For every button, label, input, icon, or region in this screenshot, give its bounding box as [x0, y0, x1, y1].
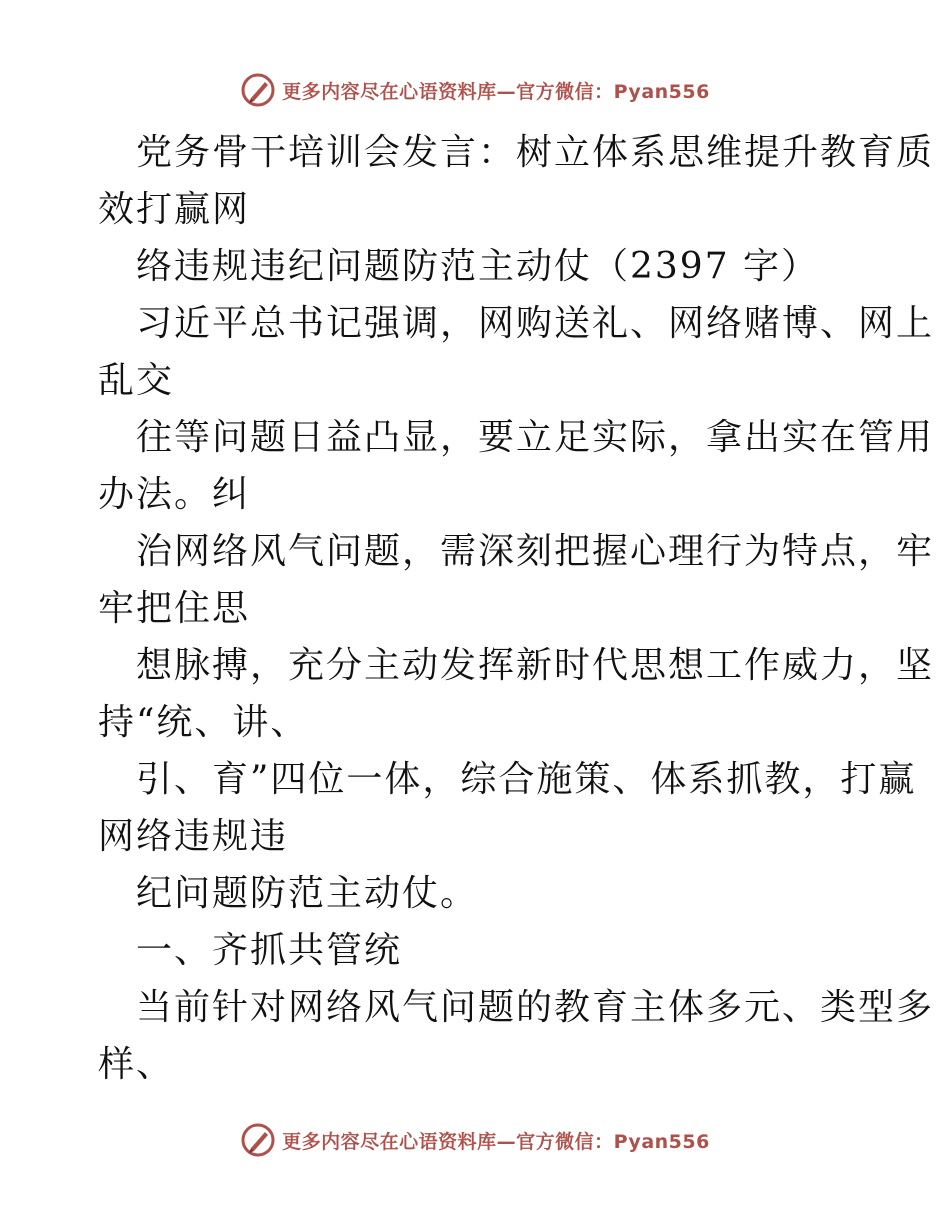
text-line: 治网络风气问题，需深刻把握心理行为特点，牢: [136, 531, 935, 572]
text-line: 牢把住思: [98, 588, 251, 629]
text-line: 党务骨干培训会发言：树立体系思维提升教育质: [136, 132, 935, 173]
text-line: 乱交: [98, 360, 175, 401]
pen-swirl-logo-icon: [240, 1122, 276, 1158]
text-line: 络违规违纪问题防范主动仗（2397 字）: [136, 246, 820, 287]
text-line: 样、: [98, 1044, 175, 1085]
text-line: 效打赢网: [98, 189, 251, 230]
text-line: 往等问题日益凸显，要立足实际，拿出实在管用: [136, 417, 935, 458]
watermark-text: 更多内容尽在心语资料库—官方微信：Pyan556: [282, 80, 710, 103]
text-line: 习近平总书记强调，网购送礼、网络赌博、网上: [136, 303, 935, 344]
pen-swirl-logo-icon: [240, 72, 276, 108]
header-watermark: [0, 68, 950, 112]
footer-watermark: [0, 1118, 950, 1162]
text-line: 纪问题防范主动仗。: [136, 873, 479, 914]
text-line: 引、育”四位一体，综合施策、体系抓教，打赢: [136, 759, 917, 800]
document-body: [98, 124, 935, 1093]
text-line: 网络违规违: [98, 816, 289, 857]
text-line: 当前针对网络风气问题的教育主体多元、类型多: [136, 987, 935, 1028]
text-line: 办法。纠: [98, 474, 251, 515]
text-line: 持“统、讲、: [98, 702, 309, 743]
text-line: 想脉搏，充分主动发挥新时代思想工作威力，坚: [136, 645, 935, 686]
text-line: 一、齐抓共管统: [136, 930, 403, 971]
watermark-text: 更多内容尽在心语资料库—官方微信：Pyan556: [282, 1130, 710, 1153]
